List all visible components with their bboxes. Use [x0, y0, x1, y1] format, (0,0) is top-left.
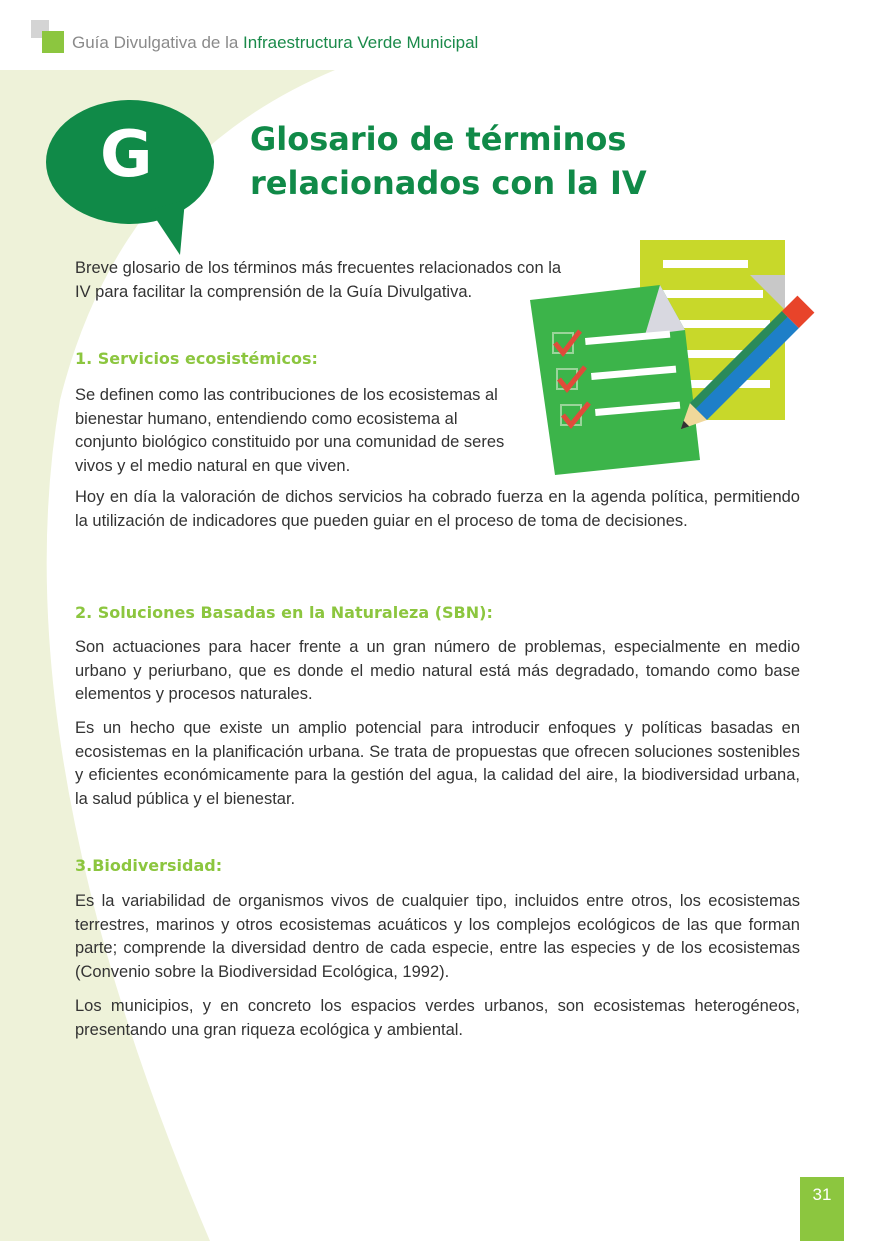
running-header: [72, 33, 478, 53]
page-number: 31: [800, 1177, 844, 1241]
section-paragraph: Se definen como las contribuciones de los ecosistemas al bienestar humano, entendiendo como ecosistema al conjunto biológico constituido por una comunidad de seres vivos y el medio natural en que viven.: [75, 386, 505, 475]
intro-paragraph: Breve glosario de los términos más frecuentes relacionados con la IV para facilitar la comprensión de la Guía Divulgativa.: [75, 259, 562, 301]
section-heading: 2. Soluciones Basadas en la Naturaleza (SBN):: [75, 603, 493, 622]
section-paragraph: Los municipios, y en concreto los espacios verdes urbanos, son ecosistemas heterogéneos, presentando una gran riqueza ecológica y ambiental.: [75, 997, 800, 1039]
page-title: [250, 117, 647, 205]
header-highlight: Infraestructura Verde Municipal: [243, 33, 479, 52]
title-line-1: Glosario de términos: [250, 120, 627, 158]
section-heading: 3.Biodiversidad:: [75, 856, 223, 875]
section-paragraph: Hoy en día la valoración de dichos servicios ha cobrado fuerza en la agenda política, permitiendo la utilización de indicadores que pueden guiar en el proceso de toma de decisiones.: [75, 488, 800, 530]
header-prefix: Guía Divulgativa de la: [72, 33, 244, 52]
section-paragraph: Es la variabilidad de organismos vivos de cualquier tipo, incluidos entre otros, los ecosistemas terrestres, marinos y otros ecosistemas acuáticos y los complejos ecológicos de las que forman parte; comprende la diversidad dentro de cada especie, entre las especies y de los ecosistemas (Convenio sobre la Biodiversidad Ecológica, 1992).: [75, 892, 800, 981]
section-paragraph: Son actuaciones para hacer frente a un gran número de problemas, especialmente en medio urbano y periurbano, que es donde el medio natural está más degradado, tomando como base elementos y procesos naturales.: [75, 638, 800, 703]
header-logo-square-green: [42, 31, 64, 53]
title-line-2: relacionados con la IV: [250, 164, 647, 202]
section-heading: 1. Servicios ecosistémicos:: [75, 349, 318, 368]
badge-letter: G: [100, 118, 153, 192]
section-paragraph: Es un hecho que existe un amplio potencial para introducir enfoques y políticas basadas en ecosistemas en la planificación urbana. Se trata de propuestas que ofrecen soluciones sostenibles y eficientes económicamente para la gestión del agua, la calidad del aire, la biodiversidad urbana, la salud pública y el bienestar.: [75, 719, 800, 808]
